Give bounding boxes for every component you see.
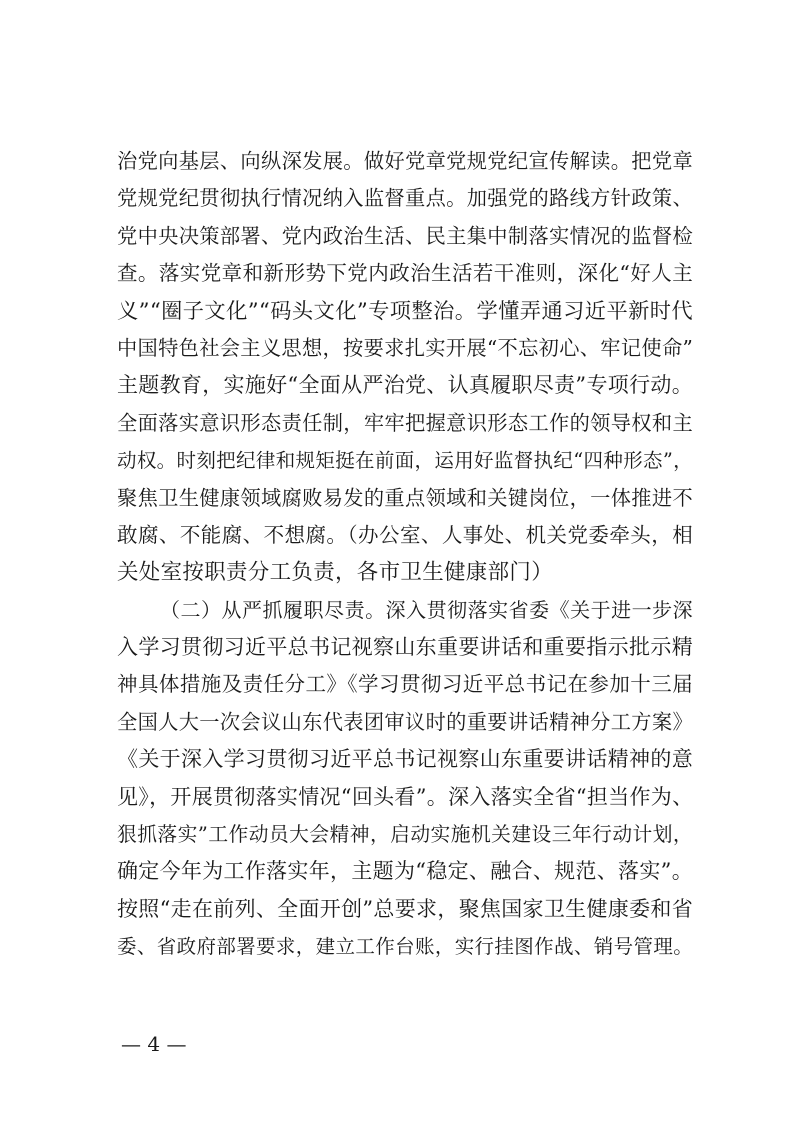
section-heading-line: （二）从严抓履职尽责。深入贯彻落实省委《关于进一步深 <box>160 597 693 622</box>
text-line: 全国人大一次会议山东代表团审议时的重要讲话精神分工方案》 <box>117 709 693 734</box>
text-line: 查。落实党章和新形势下党内政治生活若干准则，深化“好人主 <box>117 261 693 286</box>
text-line: 见》，开展贯彻落实情况“回头看”。深入落实全省“担当作为、 <box>117 784 694 809</box>
text-line: 主题教育，实施好“全面从严治党、认真履职尽责”专项行动。 <box>117 373 693 398</box>
text-line: 中国特色社会主义思想，按要求扎实开展“不忘初心、牢记使命” <box>117 335 694 360</box>
text-line: 义”“圈子文化”“码头文化”专项整治。学懂弄通习近平新时代 <box>117 298 693 324</box>
text-line: 神具体措施及责任分工》《学习贯彻习近平总书记在参加十三届 <box>117 672 693 697</box>
text-line: 敢腐、不能腐、不想腐。（办公室、人事处、机关党委牵头，相 <box>117 522 693 547</box>
text-line: 关处室按职责分工负责，各市卫生健康部门） <box>117 560 554 586</box>
text-line: 确定今年为工作落实年，主题为“稳定、融合、规范、落实”。 <box>117 859 693 884</box>
text-line: 聚焦卫生健康领域腐败易发的重点领域和关键岗位，一体推进不 <box>117 485 693 510</box>
paragraph-1 <box>117 143 693 592</box>
text-line: 动权。时刻把纪律和规矩挺在前面，运用好监督执纪“四种形态”， <box>117 449 693 473</box>
text-line: 全面落实意识形态责任制，牢牢把握意识形态工作的领导权和主 <box>117 410 693 435</box>
text-line: 狠抓落实”工作动员大会精神，启动实施机关建设三年行动计划， <box>117 823 693 847</box>
text-line: 入学习贯彻习近平总书记视察山东重要讲话和重要指示批示精 <box>117 635 693 660</box>
text-line: 按照“走在前列、全面开创”总要求，聚焦国家卫生健康委和省 <box>117 896 693 921</box>
paragraph-2 <box>117 592 693 966</box>
text-line: 治党向基层、向纵深发展。做好党章党规党纪宣传解读。把党章 <box>117 149 693 173</box>
body-text <box>117 143 693 966</box>
page-number: — 4 — <box>121 1032 187 1056</box>
text-line: 党中央决策部署、党内政治生活、民主集中制落实情况的监督检 <box>117 223 693 248</box>
text-line: 《关于深入学习贯彻习近平总书记视察山东重要讲话精神的意 <box>117 747 693 772</box>
text-line: 委、省政府部署要求，建立工作台账，实行挂图作战、销号管理。 <box>117 935 693 959</box>
text-line: 党规党纪贯彻执行情况纳入监督重点。加强党的路线方针政策、 <box>117 186 693 211</box>
